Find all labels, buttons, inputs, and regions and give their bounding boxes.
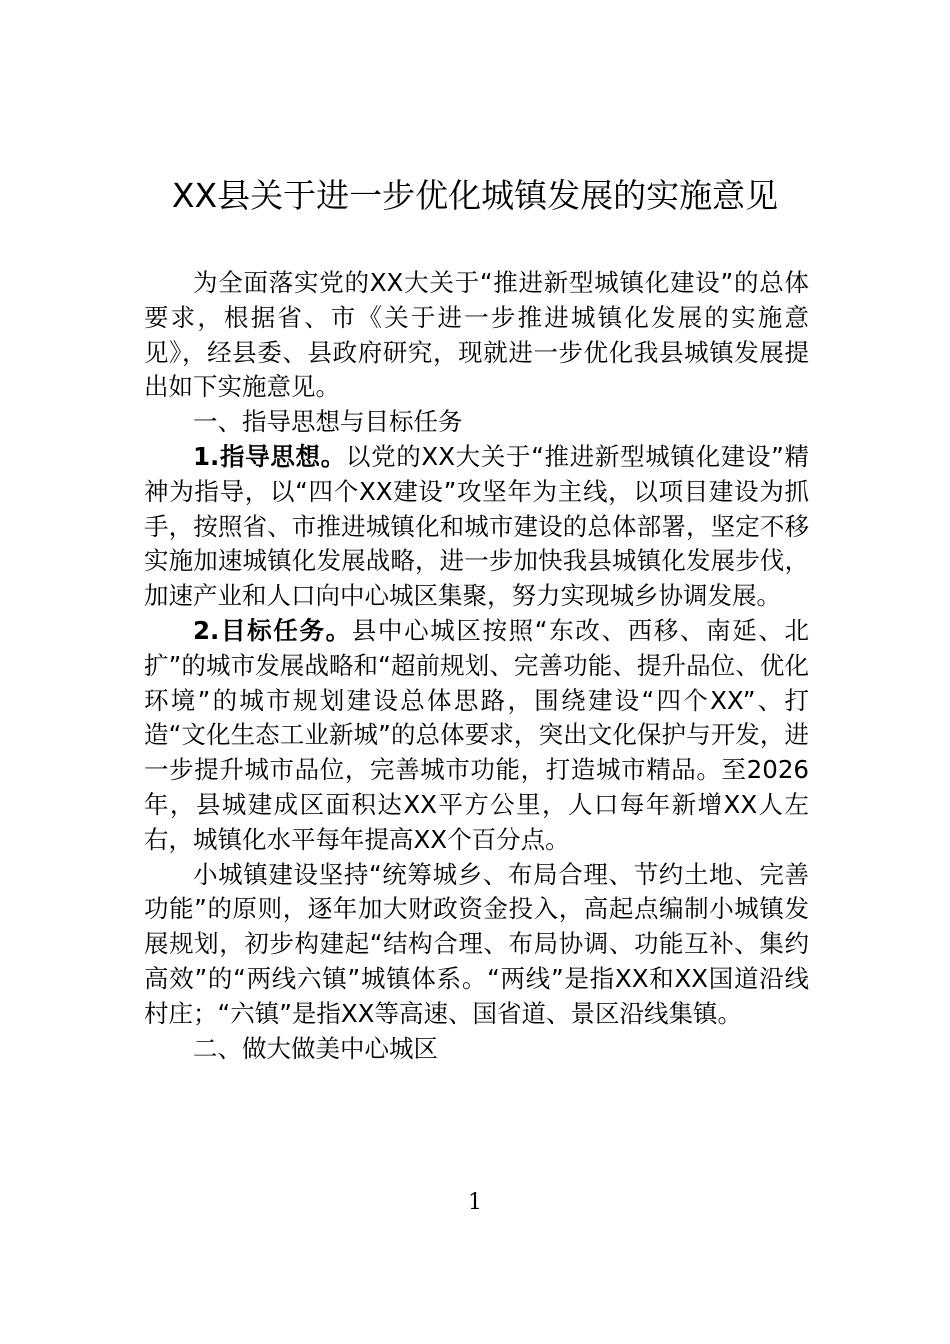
document-title: XX县关于进一步优化城镇发展的实施意见 [171,176,779,215]
section-heading-central-city: 二、做大做美中心城区 [193,1033,438,1063]
page-number: 1 [468,1190,482,1215]
item-guiding-thought-label: 1.指导思想。 [193,441,346,471]
intro-paragraph: 为全面落实党的XX大关于“推进新型城镇化建设”的总体要求，根据省、市《关于进一步推进城镇化发展的实施意见》，经县委、县政府研究，现就进一步优化我县城镇发展提出如下实施意见。 [144,268,809,402]
item-target-tasks-text: 县中心城区按照“东改、西移、南延、北扩”的城市发展战略和“超前规划、完善功能、提升品位、优化环境”的城市规划建设总体思路，围绕建设“四个XX”、打造“文化生态工业新城”的总体要求，突出文化保护与开发，进一步提升城市品位，完善城市功能，打造城市精品。至2026年，县城建成区面积达XX平方公里，人口每年新增XX人左右，城镇化水平每年提高XX个百分点。 [144,615,809,854]
item-target-tasks [144,614,809,858]
section-heading-guiding-thought: 一、指导思想与目标任务 [193,407,463,437]
item-guiding-thought-text: 以党的XX大关于“推进新型城镇化建设”精神为指导，以“四个XX建设”攻坚年为主线，以项目建设为抓手，按照省、市推进城镇化和城市建设的总体部署，坚定不移实施加速城镇化发展战略，进一步加快我县城镇化发展步伐，加速产业和人口向中心城区集聚，努力实现城乡协调发展。 [144,441,809,611]
document-body [144,266,809,1066]
item-guiding-thought [144,440,809,614]
small-towns-paragraph: 小城镇建设坚持“统筹城乡、布局合理、节约土地、完善功能”的原则，逐年加大财政资金投入，高起点编制小城镇发展规划，初步构建起“结构合理、布局协调、功能互补、集约高效”的“两线六镇”城镇体系。“两线”是指XX和XX国道沿线村庄；“六镇”是指XX等高速、国省道、景区沿线集镇。 [144,859,809,1028]
item-target-tasks-label: 2.目标任务。 [193,615,352,645]
